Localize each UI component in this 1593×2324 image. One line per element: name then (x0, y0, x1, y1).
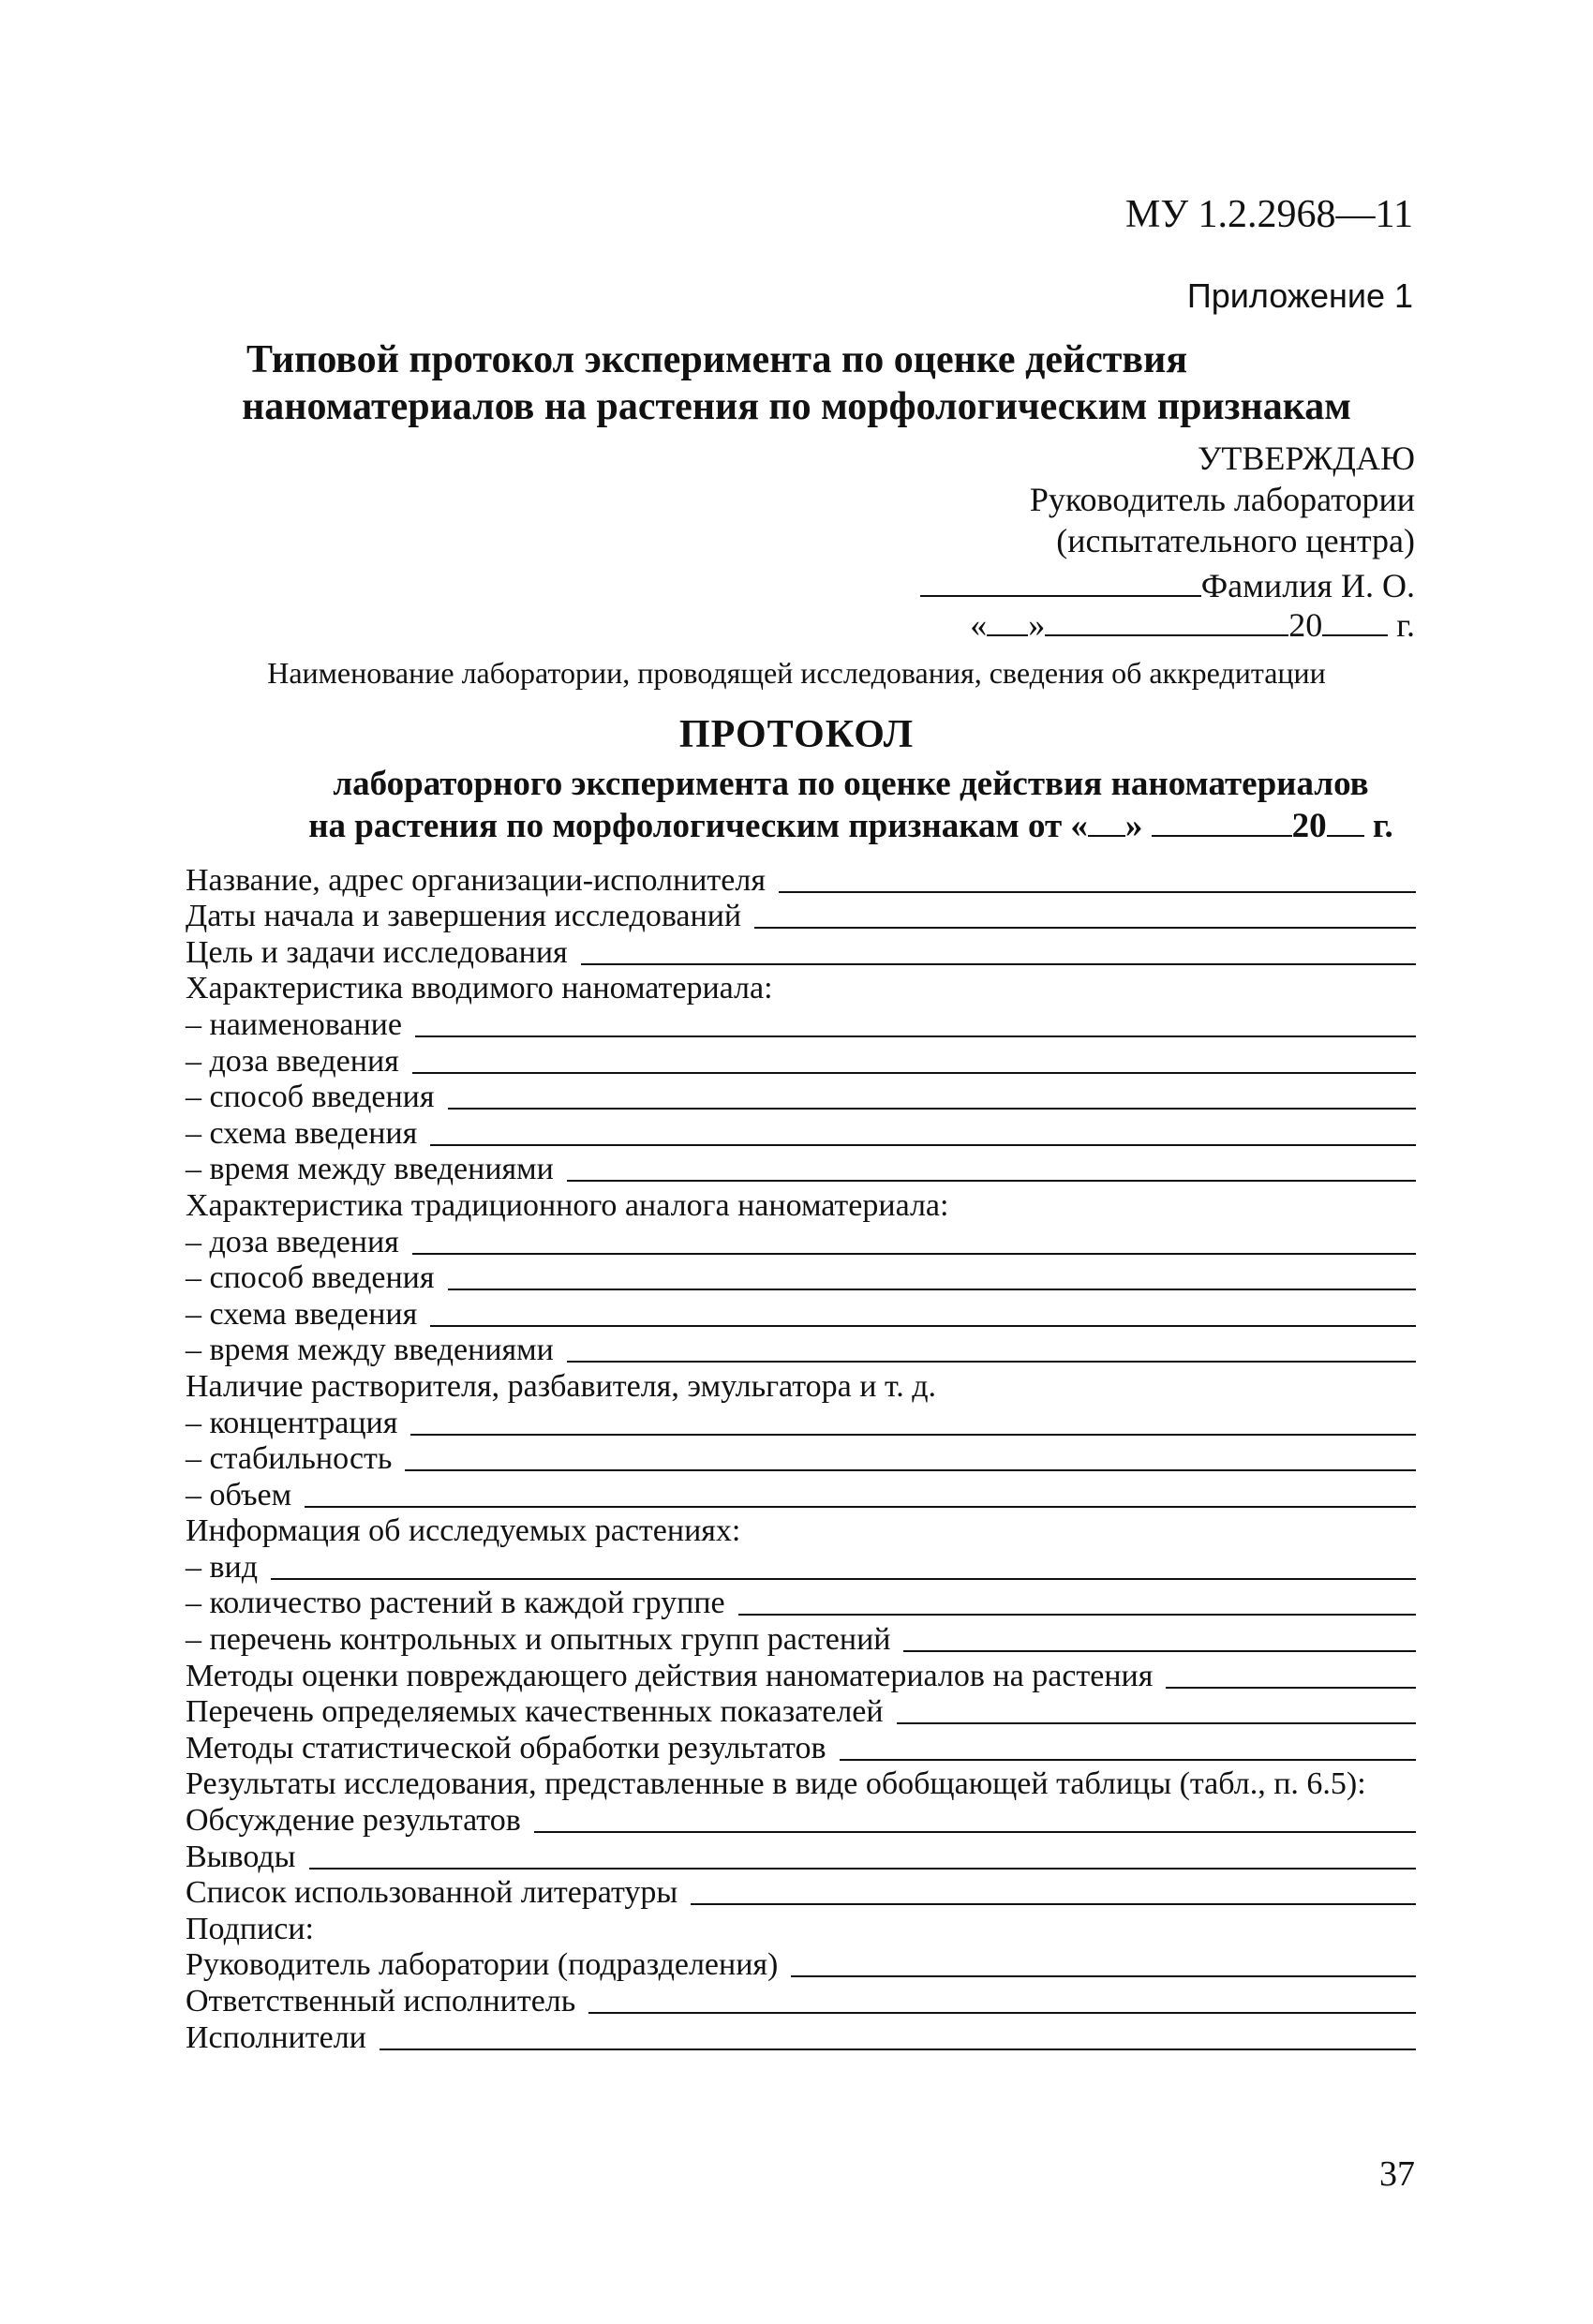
form-field-row (186, 1513, 1416, 1550)
form-field-label: – стабильность (186, 1441, 393, 1477)
form-field-blank[interactable] (897, 1722, 1416, 1724)
form-field-blank[interactable] (779, 891, 1416, 893)
form-field-row (186, 1296, 1416, 1333)
approval-role-line-2: (испытательного центра) (1056, 522, 1415, 559)
form-field-label: Методы оценки повреждающего действия наноматериалов на растения (186, 1658, 1154, 1693)
form-field-label: Ответственный исполнитель (186, 1984, 576, 2019)
form-field-row (186, 1586, 1416, 1622)
protocol-subtitle-line-1: лабораторного эксперимента по оценке действия наноматериалов (333, 765, 1369, 803)
form-field-blank[interactable] (412, 1072, 1416, 1074)
form-field-blank[interactable] (448, 1289, 1417, 1290)
form-field-row (186, 971, 1416, 1007)
form-field-label: Наличие растворителя, разбавителя, эмульгатора и т. д. (186, 1368, 937, 1404)
form-field-label: – схема введения (186, 1296, 418, 1332)
form-field-row (186, 2019, 1416, 2056)
form-field-row (186, 1947, 1416, 1984)
signature-blank[interactable] (920, 567, 1201, 597)
approval-heading: УТВЕРЖДАЮ (1197, 439, 1415, 477)
form-field-row (186, 1983, 1416, 2019)
form-field-label: Обсуждение результатов (186, 1803, 521, 1839)
form-field-blank[interactable] (309, 1868, 1416, 1870)
form-field-blank[interactable] (380, 2048, 1416, 2050)
protocol-close-quote: » (1124, 807, 1143, 845)
form-field-blank[interactable] (430, 1144, 1416, 1146)
form-field-row (186, 1080, 1416, 1116)
form-title-line-2: наноматериалов на растения по морфологическим признакам (242, 385, 1351, 428)
form-field-row (186, 1333, 1416, 1369)
form-field-label: – время между введениями (186, 1333, 554, 1368)
form-field-blank[interactable] (738, 1614, 1416, 1616)
form-field-row (186, 1549, 1416, 1586)
form-field-label: Информация об исследуемых растениях: (186, 1513, 741, 1549)
year-prefix: 20 (1288, 606, 1323, 644)
form-field-label: – концентрация (186, 1405, 398, 1440)
approval-name: Фамилия И. О. (1200, 567, 1415, 604)
form-field-label: Руководитель лаборатории (подразделения) (186, 1947, 779, 1983)
form-field-row (186, 1694, 1416, 1731)
protocol-year-suffix: г. (1372, 807, 1393, 845)
protocol-subtitle-line-2 (54, 806, 1593, 846)
day-blank[interactable] (987, 606, 1028, 636)
form-field-blank[interactable] (791, 1975, 1416, 1977)
form-field-blank[interactable] (430, 1325, 1416, 1327)
form-field-label: – вид (186, 1549, 259, 1585)
protocol-title: ПРОТОКОЛ (678, 713, 915, 756)
form-field-row (186, 1152, 1416, 1188)
protocol-fields (186, 862, 1416, 2056)
form-field-blank[interactable] (405, 1469, 1416, 1471)
form-field-blank[interactable] (588, 2012, 1416, 2014)
form-field-row (186, 862, 1416, 899)
form-field-label: – способ введения (186, 1080, 435, 1115)
form-field-label: – доза введения (186, 1224, 399, 1259)
form-field-row (186, 1802, 1416, 1839)
form-field-row (186, 1260, 1416, 1297)
form-title-line-1: Типовой протокол эксперимента по оценке действия (246, 338, 1188, 381)
form-field-blank[interactable] (305, 1506, 1416, 1508)
form-field-label: – наименование (186, 1006, 402, 1042)
form-field-blank[interactable] (567, 1180, 1416, 1182)
form-field-label: Подписи: (186, 1911, 314, 1946)
date-open-quote: « (970, 606, 988, 644)
form-field-label: Даты начала и завершения исследований (186, 899, 742, 934)
form-field-row (186, 1658, 1416, 1694)
form-field-row (186, 1115, 1416, 1152)
form-field-label: Перечень определяемых качественных показателей (186, 1694, 884, 1730)
form-field-label: Название, адрес организации-исполнителя (186, 862, 766, 898)
form-field-row (186, 1224, 1416, 1260)
form-field-row (186, 1043, 1416, 1080)
form-field-label: – количество растений в каждой группе (186, 1586, 725, 1621)
approval-signature-line (920, 566, 1415, 605)
form-field-label: – перечень контрольных и опытных групп растений (186, 1622, 891, 1658)
form-field-label: – время между введениями (186, 1152, 554, 1187)
year-blank[interactable] (1322, 606, 1388, 636)
form-field-label: – схема введения (186, 1115, 418, 1151)
form-field-row (186, 934, 1416, 971)
form-field-blank[interactable] (534, 1831, 1416, 1833)
form-field-row (186, 1875, 1416, 1912)
form-field-blank[interactable] (412, 1253, 1416, 1255)
form-field-row (186, 1441, 1416, 1478)
form-field-blank[interactable] (840, 1759, 1416, 1761)
date-close-quote: » (1028, 606, 1046, 644)
form-field-row (186, 1621, 1416, 1658)
form-field-label: Методы статистической обработки результатов (186, 1730, 826, 1765)
form-field-label: Цель и задачи исследования (186, 934, 568, 970)
form-field-row (186, 1839, 1416, 1875)
form-field-label: Характеристика вводимого наноматериала: (186, 971, 773, 1006)
protocol-day-blank[interactable] (1088, 807, 1125, 837)
page-number: 37 (1379, 2154, 1415, 2194)
form-field-blank[interactable] (691, 1903, 1416, 1905)
year-suffix: г. (1396, 606, 1415, 644)
form-field-label: Список использованной литературы (186, 1875, 678, 1911)
form-field-blank[interactable] (271, 1578, 1416, 1580)
form-field-label: Выводы (186, 1839, 296, 1874)
month-blank[interactable] (1045, 606, 1288, 636)
form-field-blank[interactable] (581, 963, 1416, 965)
protocol-year-blank[interactable] (1327, 807, 1364, 837)
appendix-label: Приложение 1 (1186, 276, 1413, 315)
form-field-row (186, 1405, 1416, 1441)
form-field-blank[interactable] (754, 927, 1416, 929)
form-field-label: – доза введения (186, 1043, 399, 1079)
form-field-label: Исполнители (186, 2019, 366, 2055)
protocol-month-blank[interactable] (1152, 807, 1292, 837)
form-field-blank[interactable] (567, 1361, 1416, 1363)
approval-date-line (970, 605, 1415, 645)
approval-role-line-1: Руководитель лаборатории (1029, 481, 1415, 518)
form-field-blank[interactable] (1166, 1687, 1416, 1689)
form-field-blank[interactable] (415, 1035, 1416, 1037)
form-field-blank[interactable] (410, 1434, 1416, 1436)
protocol-subtitle-prefix: на растения по морфологическим признакам от « (308, 807, 1088, 845)
document-code: МУ 1.2.2968—11 (1124, 193, 1413, 236)
form-field-label: – объем (186, 1477, 292, 1512)
form-field-row (186, 1368, 1416, 1405)
form-field-label: – способ введения (186, 1260, 435, 1296)
form-field-row (186, 1730, 1416, 1766)
form-field-row (186, 1766, 1416, 1803)
form-field-row (186, 1911, 1416, 1947)
form-field-row (186, 899, 1416, 935)
form-field-blank[interactable] (448, 1108, 1417, 1110)
protocol-year-prefix: 20 (1291, 807, 1327, 845)
form-field-row (186, 1477, 1416, 1513)
form-field-label: Результаты исследования, представленные в виде обобщающей таблицы (табл., п. 6.5): (186, 1766, 1366, 1802)
form-field-label: Характеристика традиционного аналога наноматериала: (186, 1187, 949, 1223)
lab-name-caption: Наименование лаборатории, проводящей исследования, сведения об аккредитации (267, 656, 1326, 690)
form-field-row (186, 1187, 1416, 1224)
form-field-blank[interactable] (903, 1650, 1416, 1652)
form-field-row (186, 1006, 1416, 1043)
